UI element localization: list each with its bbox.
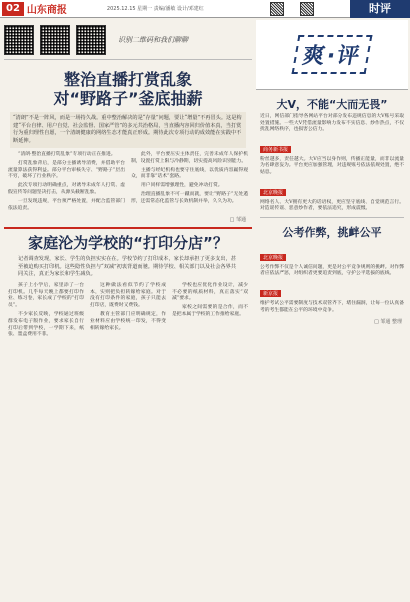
paragraph: 孩子上小学后，家里添了一台打印机。几乎每天晚上都要打印作业、练习卷，家长成了学校的“打印员”。 — [8, 282, 84, 309]
right-title: 大V，不能“大而无畏” — [276, 98, 388, 111]
paragraph: 此次专项行动明确重点，对诱导未成年人打赏、虚假宣传等问题坚决打击，从源头截断乱象。 — [8, 183, 125, 195]
paragraph: 这种做法看似节约了学校成本，实则把负担转嫁给家庭。对于没有打印条件的家庭，孩子只能去打印店，既费时又费钱。 — [90, 282, 166, 309]
banner — [4, 20, 252, 60]
section-label: 时评 — [350, 0, 410, 18]
paragraph: “清朗·整治直播打赏乱象”专项行动正在推进。 — [18, 152, 116, 157]
article1-title — [4, 70, 252, 108]
article1-col1 — [8, 152, 125, 214]
article1-title-line2: 对“野路子”釜底抽薪 — [53, 89, 203, 108]
comment-text: 网络名人、大V拥有更大的话语权，更应坚守底线、自觉规范言行。对造谣传谣、恶意炒作者，要依法追究，形成震慑。 — [260, 199, 404, 212]
qr-icon — [270, 2, 284, 16]
right-title2: 公考作弊，挑衅公平 — [282, 225, 382, 239]
qr-code-icon — [40, 25, 70, 55]
paragraph: 治理直播乱象不可一蹴而就，要让“野路子”无处遁形，还需常态化监管与长效机制并举，久久为功。 — [131, 191, 248, 204]
banner-slogan: 识别二维码和我们聊聊 — [118, 35, 188, 44]
page-number: 02 — [2, 2, 24, 16]
paragraph: 学校也应优化作业设计，减少不必要的纸质材料，真正落实“双减”要求。 — [172, 282, 248, 302]
right-intro: 近日，网信部门指导各网站平台对部分发布违规信息的大V账号采取处置措施。一些大V凭借流量影响力发布不实信息、炒作热点，不仅扰乱网络秩序，也损害公信力。 — [260, 114, 404, 133]
page-header — [0, 0, 410, 18]
paragraph: 用户同样需增强理性，避免冲动打赏。 — [141, 183, 223, 189]
article2-lead: 记者调查发现，家长、学生的负担实实在在。学校节约了打印成本，家长却承担了更多支出，甚至被迫购买打印机。这些隐性负担与“双减”初衷背道而驰。期待学校、相关部门以及社会各界共同关注，真正为家长和学生减负。 — [18, 256, 236, 278]
paragraph: 家校之间需要的是合作，而不是把本属于学校的工作推给家庭。 — [172, 305, 248, 318]
comment-text: 粉丝越多，责任越大。大V应当以身作则，传播正能量，而非以流量为名肆意妄为。平台更应加强管理，对违规账号依法依规处置，绝不姑息。 — [260, 156, 404, 175]
source-tag: 北京晚报 — [260, 254, 286, 261]
source-tag: 北京晚报 — [260, 189, 286, 196]
paragraph: 一旦发现违规，平台须严格处置，并配合监管部门依法追责。 — [8, 198, 125, 211]
newspaper-name: 山东商报 — [26, 5, 67, 16]
comment-text: 公考作弊不仅是个人诚信问题，更是对公平竞争规则的挑衅。对作弊者应依法严惩，对组织者更要追责到底，守护公平选拔的底线。 — [260, 264, 404, 277]
article2-col3 — [172, 283, 248, 341]
source-tag: 新京报 — [260, 290, 281, 297]
paragraph: 教育主管部门应明确规定，作业材料应由学校统一印发，不得变相转嫁给家长。 — [90, 312, 166, 331]
source-tag: 商务新书报 — [260, 146, 291, 153]
paragraph: 此外，平台要压实主体责任，完善未成年人保护机制，设置打赏上限与冷静期，切实提高风险识别能力。 — [131, 152, 248, 164]
paragraph: 打赏乱象背后，是部分主播诱导消费，并借助平台流量算法获得利益。部分平台审核失守、“野路子”层出不穷，破坏了行业秩序。 — [8, 160, 125, 180]
qr-icon — [300, 2, 314, 16]
right-column — [256, 20, 408, 600]
article2-body — [8, 283, 248, 341]
divider — [4, 227, 252, 229]
qr-code-icon — [76, 25, 106, 55]
paragraph: 主播与经纪机构也要守住底线，以优质内容赢得观众，而非靠“话术”套路。 — [131, 167, 248, 180]
article2-title: 家庭沦为学校的“打印分店”？ — [28, 234, 228, 253]
article1-byline: □ 邹通 — [229, 217, 246, 224]
brand-logo: 爽·评 — [291, 35, 372, 74]
left-column — [4, 20, 252, 600]
article1-lead: “清朗”不是一阵风，而是一场持久战。重中整治解决的是“存量”问题，要让“增量”不再冒头。这是构建“平台自律、用户自觉、社会监督、国家严管”的多元共治格局，当直播内容回归价值本真，当打赏行为重归理性自愿，一个清朗健康的网络生态才能真正形成。期待此次专项行动的成效能在实践中不断延伸。 — [10, 112, 246, 148]
article1-title-line1: 整治直播打赏乱象 — [63, 70, 192, 89]
article1-col2 — [131, 152, 248, 214]
article2-col2 — [90, 283, 166, 341]
divider — [260, 217, 404, 218]
paragraph: 不少家长反映，学校通过班级群发布电子版作业，要求家长自行打印后带到学校，一学期下来，纸张、墨盒费用不菲。 — [8, 312, 84, 338]
issue-meta: 2025.12.15 星期一 责编/潘敏 设计/邓建红 — [106, 6, 204, 12]
article2-col1 — [8, 283, 84, 341]
qr-code-icon — [4, 25, 34, 55]
right-byline: □ 邹通 整理 — [374, 319, 402, 326]
article1-body — [8, 152, 248, 214]
comment-text: 维护考试公平需要制度与技术双管齐下，堵住漏洞，让每一位认真备考的考生都能在公平的环境中竞争。 — [260, 300, 404, 313]
column-brand — [256, 20, 408, 90]
